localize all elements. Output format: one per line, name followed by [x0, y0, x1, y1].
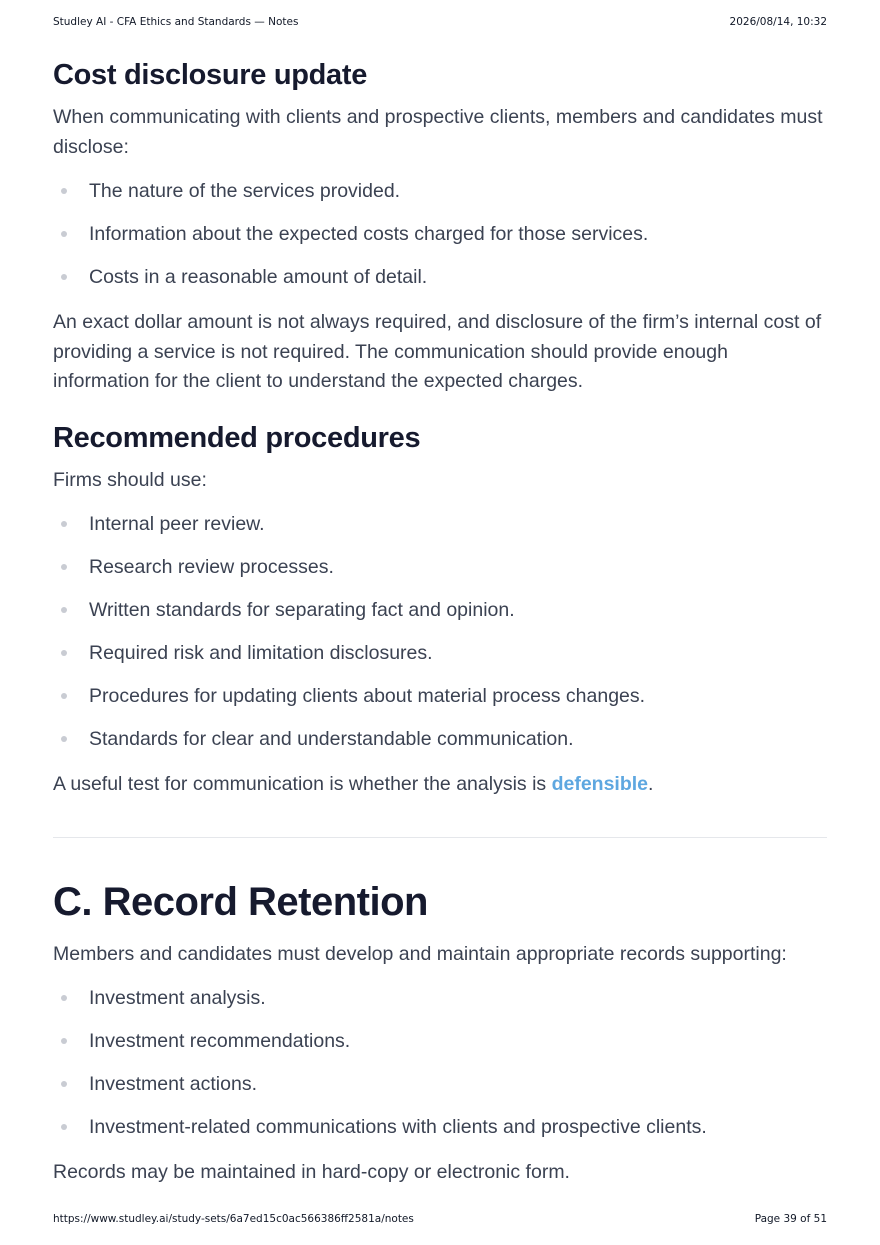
bullet-icon	[61, 274, 67, 280]
retention-closing-paragraph: Records may be maintained in hard-copy or electronic form.	[53, 1161, 570, 1183]
list-item	[53, 984, 827, 1027]
list-item-text: Research review processes.	[89, 556, 334, 578]
list-item	[53, 1113, 827, 1156]
bullet-icon	[61, 736, 67, 742]
retention-intro-paragraph: Members and candidates must develop and maintain appropriate records supporting:	[53, 942, 787, 965]
section-heading-record-retention: C. Record Retention	[53, 879, 428, 924]
list-item	[53, 1070, 827, 1113]
highlight-term-defensible: defensible	[551, 773, 649, 795]
list-item-text: Internal peer review.	[89, 513, 265, 535]
bullet-icon	[61, 693, 67, 699]
list-item	[53, 725, 827, 768]
list-item	[53, 177, 827, 220]
bullet-icon	[61, 564, 67, 570]
list-item	[53, 596, 827, 639]
bullet-icon	[61, 1124, 67, 1130]
print-url: https://www.studley.ai/study-sets/6a7ed15c0ac566386ff2581a/notes	[53, 1213, 414, 1225]
list-item-text: Required risk and limitation disclosures.	[89, 642, 433, 664]
list-item	[53, 639, 827, 682]
cost-intro-paragraph: When communicating with clients and prospective clients, members and candidates must disclose:	[53, 106, 823, 158]
page-number: Page 39 of 51	[754, 1213, 827, 1225]
list-item	[53, 510, 827, 553]
list-item-text: Costs in a reasonable amount of detail.	[89, 266, 428, 288]
notes-content	[53, 55, 827, 1188]
section-divider	[53, 837, 827, 838]
list-item-text: Written standards for separating fact and opinion.	[89, 599, 515, 621]
bullet-icon	[61, 995, 67, 1001]
cost-bullet-list	[53, 177, 827, 306]
list-item-text: Investment recommendations.	[89, 1030, 351, 1052]
list-item-text: Investment actions.	[89, 1073, 257, 1095]
list-item	[53, 553, 827, 596]
list-item	[53, 220, 827, 263]
print-footer	[53, 1213, 827, 1225]
retention-bullet-list	[53, 984, 827, 1156]
list-item	[53, 263, 827, 306]
communication-test-paragraph	[53, 770, 827, 800]
print-header	[53, 16, 827, 28]
bullet-icon	[61, 521, 67, 527]
cost-closing-paragraph: An exact dollar amount is not always required, and disclosure of the firm’s internal cost of providing a service is not required. The communication should provide enough information for the client to understand the expected charges.	[53, 311, 822, 392]
bullet-icon	[61, 188, 67, 194]
bullet-icon	[61, 1081, 67, 1087]
print-datetime: 2026/08/14, 10:32	[729, 16, 827, 28]
section-heading-cost-disclosure: Cost disclosure update	[53, 59, 368, 91]
list-item	[53, 1027, 827, 1070]
list-item-text: Investment analysis.	[89, 987, 266, 1009]
list-item	[53, 682, 827, 725]
list-item-text: Investment-related communications with clients and prospective clients.	[89, 1116, 707, 1138]
test-text-suffix: .	[648, 773, 654, 795]
section-heading-recommended-procedures: Recommended procedures	[53, 421, 421, 454]
procedures-bullet-list	[53, 510, 827, 768]
bullet-icon	[61, 231, 67, 237]
bullet-icon	[61, 607, 67, 613]
list-item-text: The nature of the services provided.	[89, 180, 401, 202]
procedures-intro-paragraph: Firms should use:	[53, 468, 207, 491]
test-text-prefix: A useful test for communication is whether the analysis is	[53, 773, 552, 795]
print-title: Studley AI - CFA Ethics and Standards — Notes	[53, 16, 299, 28]
list-item-text: Procedures for updating clients about material process changes.	[89, 685, 646, 707]
bullet-icon	[61, 650, 67, 656]
list-item-text: Information about the expected costs charged for those services.	[89, 223, 649, 245]
list-item-text: Standards for clear and understandable communication.	[89, 728, 574, 750]
bullet-icon	[61, 1038, 67, 1044]
